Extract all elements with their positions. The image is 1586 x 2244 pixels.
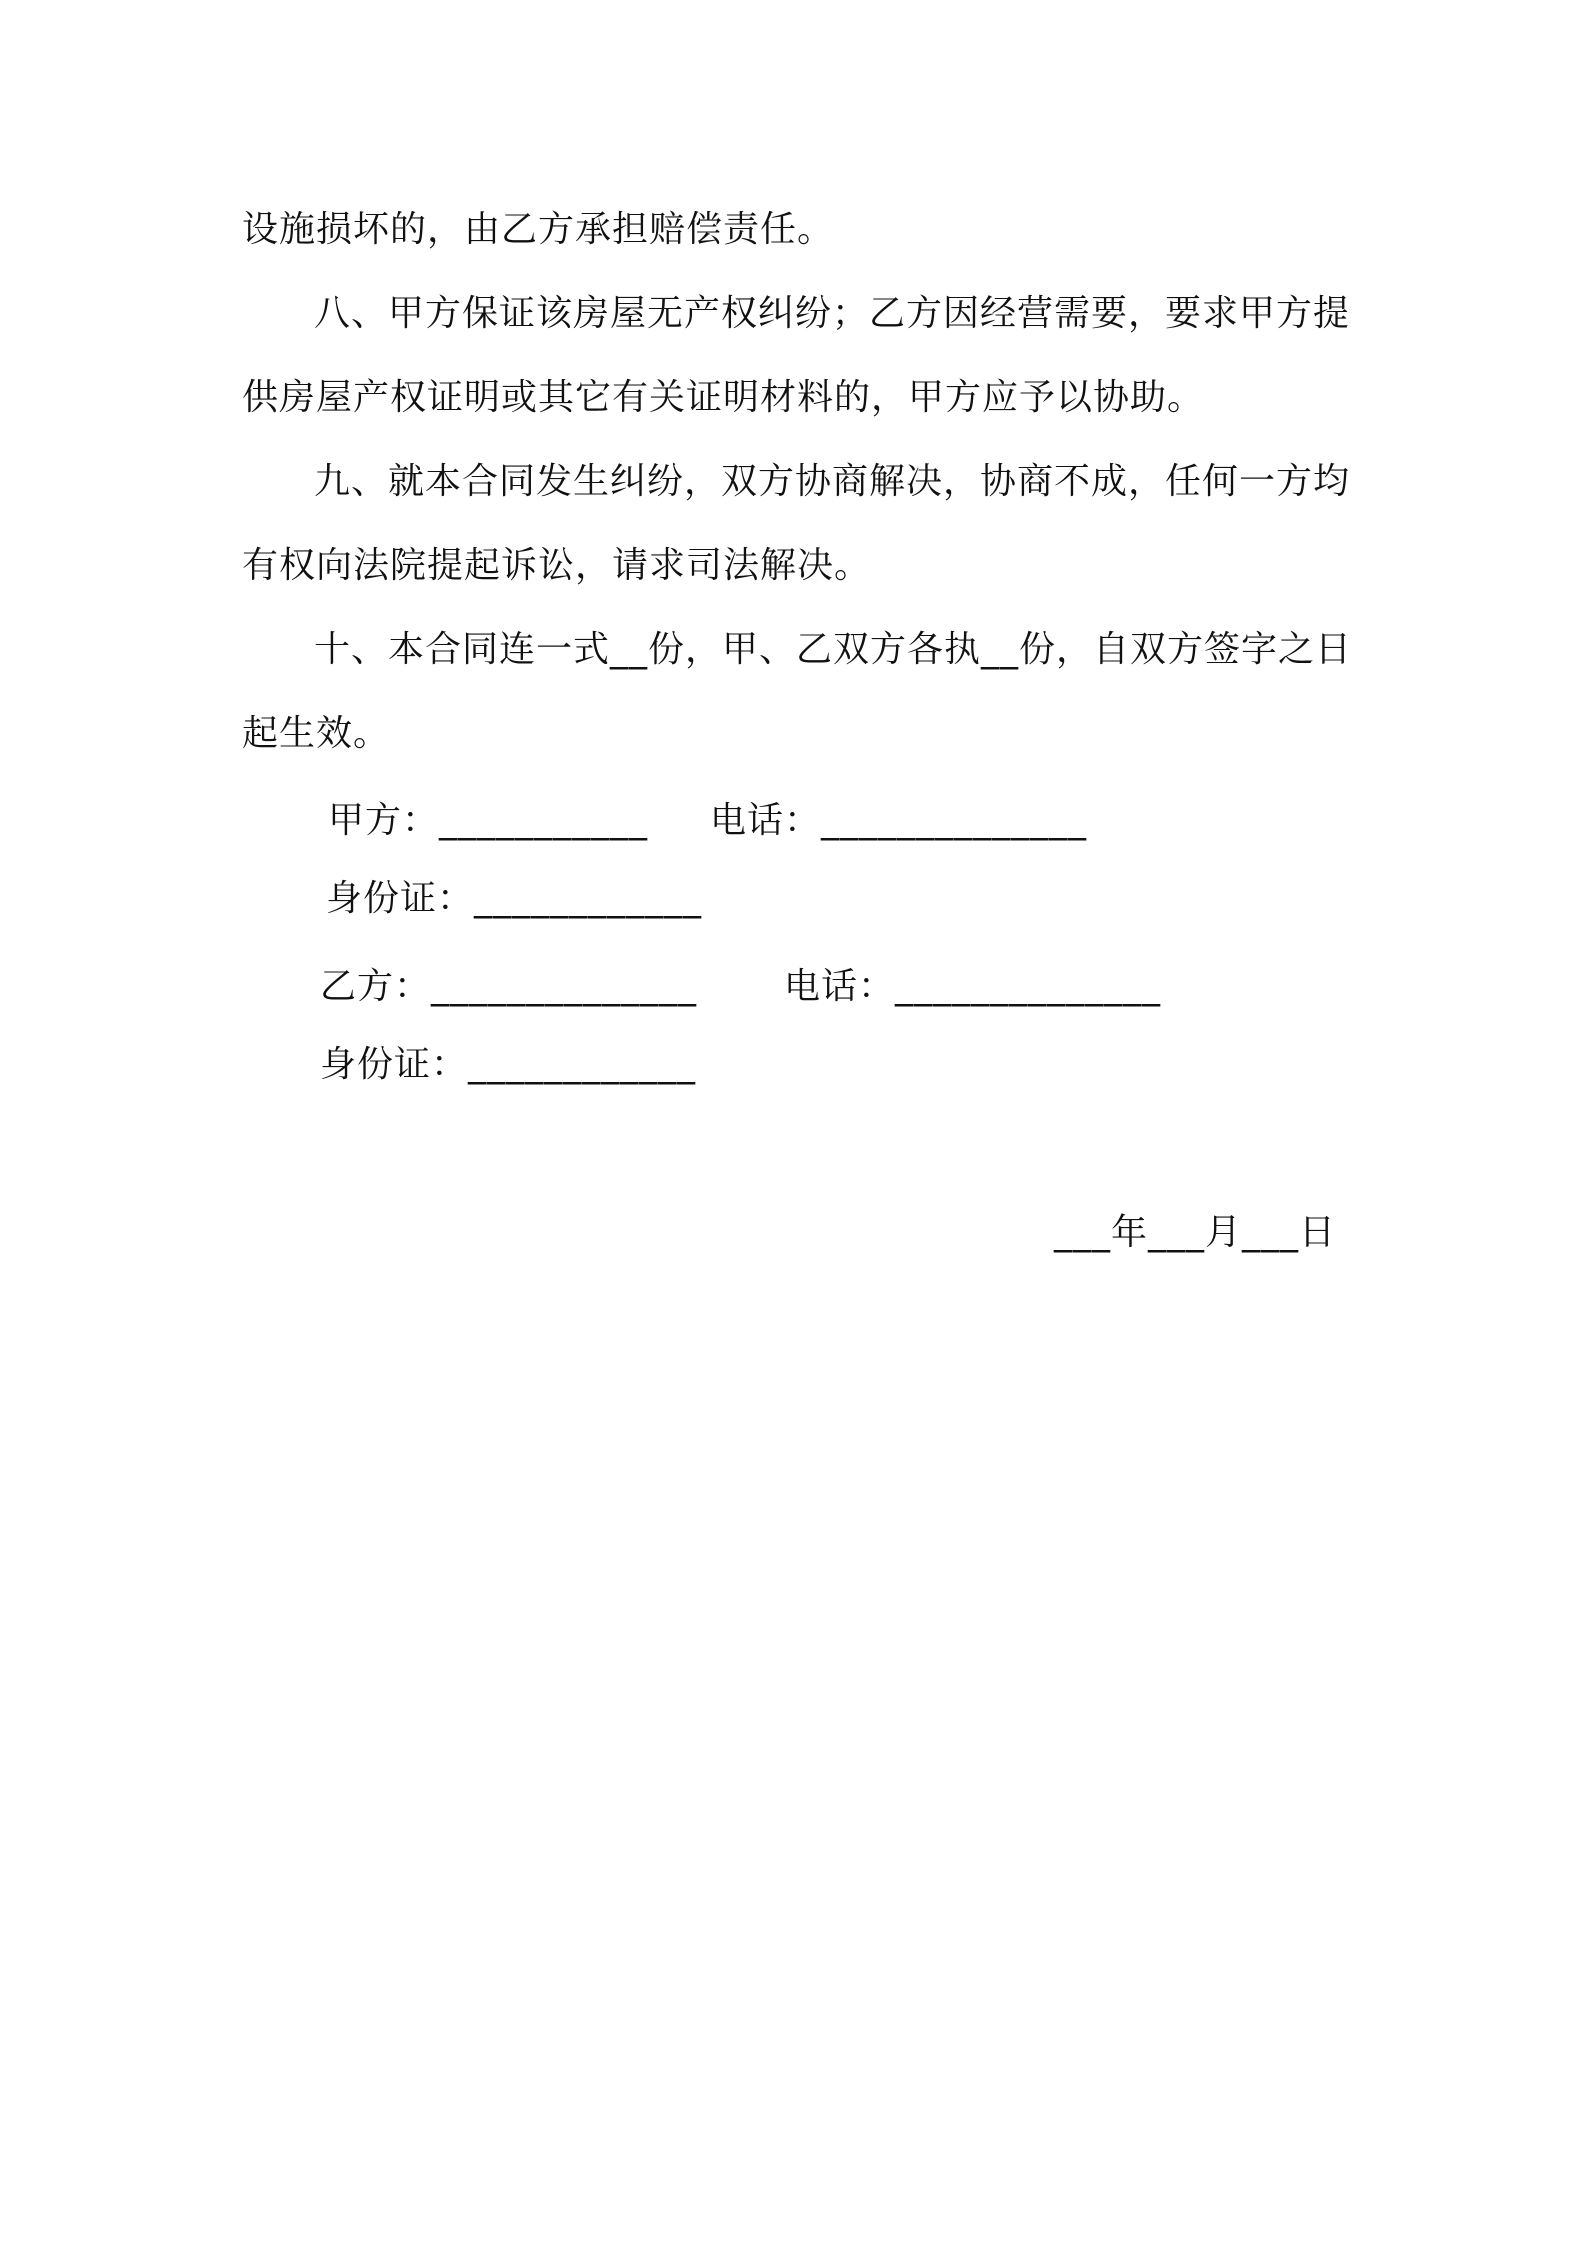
party-a-phone-line: 电话：______________ <box>710 800 1088 841</box>
party-b-id-line: 身份证：____________ <box>320 1044 697 1085</box>
party-b-phone-line: 电话：______________ <box>784 966 1162 1007</box>
signing-date-line: ___年___月___日 <box>1054 1212 1337 1253</box>
party-a-signature-line: 甲方：___________ <box>328 800 649 841</box>
clause-8: 八、甲方保证该房屋无产权纠纷；乙方因经营需要，要求甲方提供房屋产权证明或其它有关证明材料的，甲方应予以协助。 <box>242 293 1351 418</box>
party-a-id-line: 身份证：____________ <box>326 878 703 919</box>
clause-9: 九、就本合同发生纠纷，双方协商解决，协商不成，任何一方均有权向法院提起诉讼，请求司法解决。 <box>242 461 1351 586</box>
clause-10: 十、本合同连一式__份，甲、乙双方各执__份，自双方签字之日起生效。 <box>242 629 1353 754</box>
paragraph-continuation: 设施损坏的，由乙方承担赔偿责任。 <box>242 209 835 250</box>
party-b-signature-line: 乙方：______________ <box>320 966 698 1007</box>
